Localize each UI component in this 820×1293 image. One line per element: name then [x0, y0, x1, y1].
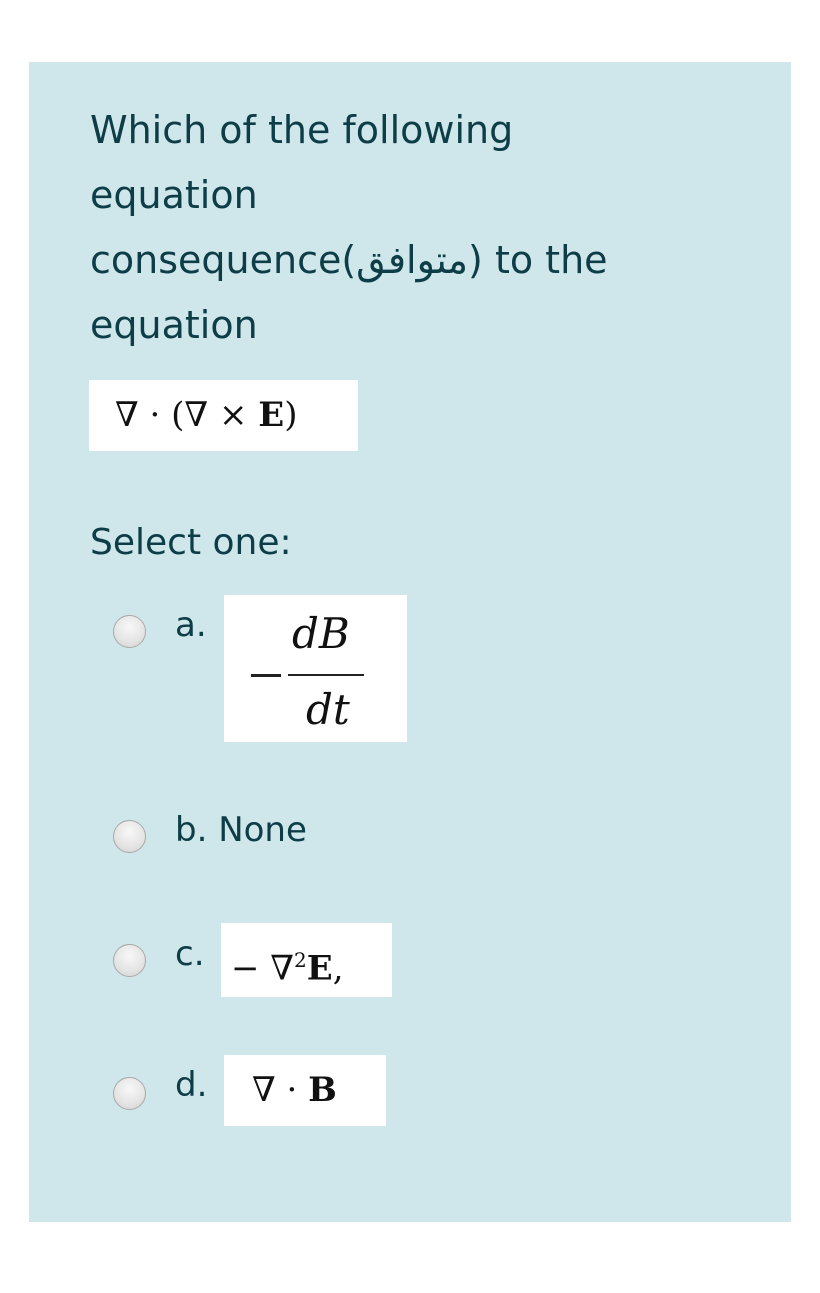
equation-prefix: ∇ · (∇ × — [115, 395, 259, 435]
option-c-prefix: − ∇ — [231, 948, 295, 989]
radio-button-icon[interactable] — [113, 820, 146, 853]
question-line: equation — [90, 173, 258, 217]
equation-suffix: ) — [284, 395, 298, 435]
fraction-bar — [288, 674, 364, 676]
option-c-label: c. — [175, 934, 205, 974]
option-c-formula — [221, 923, 392, 997]
option-a-label: a. — [175, 605, 207, 645]
radio-button-icon[interactable] — [113, 615, 146, 648]
radio-button-icon[interactable] — [113, 1077, 146, 1110]
option-d-prefix: ∇ · — [252, 1070, 309, 1110]
option-c-exponent: 2 — [294, 948, 307, 972]
option-c-suffix: , — [332, 948, 344, 989]
question-text — [90, 98, 730, 358]
option-c-symbol: E — [306, 948, 333, 989]
option-d-formula — [224, 1055, 386, 1126]
question-line: Which of the following — [90, 108, 514, 152]
select-one-label: Select one: — [90, 522, 292, 563]
option-d-symbol: B — [308, 1070, 337, 1110]
option-b-label: b. None — [175, 810, 307, 850]
option-d-label: d. — [175, 1065, 208, 1105]
question-line: equation — [90, 303, 258, 347]
equation-image — [89, 380, 358, 451]
minus-sign — [251, 674, 281, 677]
equation-symbol: E — [258, 395, 285, 435]
option-a-formula — [224, 595, 407, 742]
fraction-numerator: dB — [292, 609, 350, 658]
fraction-denominator: dt — [306, 685, 350, 734]
question-card — [29, 62, 791, 1222]
radio-button-icon[interactable] — [113, 944, 146, 977]
question-line: consequence(متوافق) to the — [90, 238, 608, 282]
